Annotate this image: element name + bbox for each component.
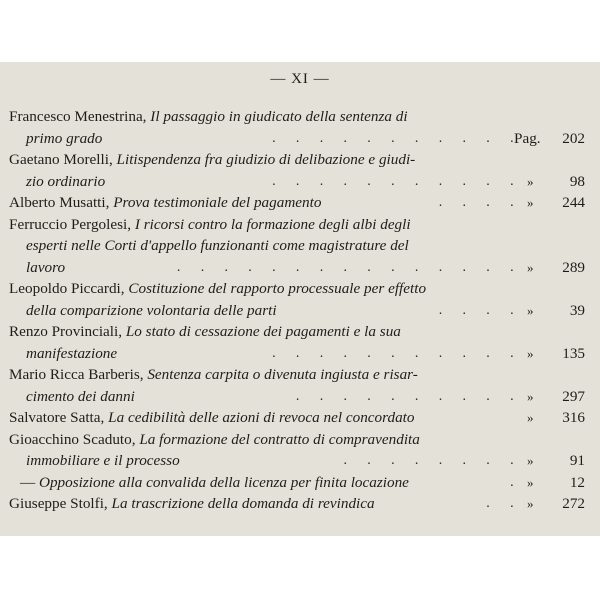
toc-title: Il passaggio in giudicato della sentenza di <box>150 108 408 125</box>
toc-entry-continuation-line <box>0 235 600 257</box>
toc-entry <box>0 214 600 279</box>
toc-entry-first-line <box>0 192 600 214</box>
toc-page-number: 91 <box>569 452 585 469</box>
toc-leader-dots: . . . . . . . . . . . <box>272 173 522 189</box>
toc-page-prefix: » <box>527 496 534 511</box>
toc-entry <box>0 192 600 214</box>
toc-title: Opposizione alla convalida della licenza per finita locazione <box>38 473 409 491</box>
toc-entry <box>0 106 600 149</box>
toc-entry <box>0 149 600 192</box>
toc-entry-continuation-line <box>0 128 600 150</box>
toc-page-prefix: » <box>527 410 534 425</box>
toc-author: Alberto Musatti, <box>9 194 110 211</box>
toc-title: immobiliare e il processo <box>26 452 180 469</box>
toc-author: Renzo Provinciali, <box>9 323 123 340</box>
toc-title: zio ordinario <box>26 172 106 190</box>
toc-page-prefix: » <box>527 259 534 275</box>
toc-author: Ferruccio Pergolesi, <box>9 215 132 233</box>
toc-author: Gaetano Morelli, <box>9 151 113 168</box>
toc-title: Prova testimoniale del pagamento <box>113 194 322 211</box>
toc-entry-continuation-line <box>0 450 600 472</box>
toc-title: La formazione del contratto di compravendita <box>139 430 420 448</box>
toc-entry-first-line <box>0 149 600 171</box>
toc-entry-continuation-line <box>0 300 600 322</box>
toc-entry-first-line <box>0 106 600 128</box>
toc-entry-first-line <box>0 472 600 494</box>
table-of-contents <box>0 106 600 515</box>
toc-page-number: 12 <box>569 473 585 491</box>
toc-entry <box>0 429 600 472</box>
toc-entry <box>0 321 600 364</box>
book-page <box>0 62 600 536</box>
toc-entry-first-line <box>0 364 600 386</box>
toc-title: cimento dei danni <box>26 387 135 405</box>
toc-leader-dots: . . . . . . . . . . . . . . . <box>176 259 522 275</box>
toc-page-prefix: » <box>527 302 534 318</box>
toc-entry-continuation-line <box>0 343 600 365</box>
page-header-roman-numeral: — XI — <box>270 71 330 87</box>
toc-title: La cedibilità delle azioni di revoca nel concordato <box>108 409 415 426</box>
toc-title: primo grado <box>26 129 103 147</box>
toc-author: — <box>20 473 36 491</box>
toc-page-number: 39 <box>569 301 585 319</box>
toc-title: della comparizione volontaria delle parti <box>26 301 277 319</box>
toc-entry-continuation-line <box>0 257 600 279</box>
toc-title: La trascrizione della domanda di revindica <box>111 495 375 512</box>
toc-page-number: 244 <box>562 194 585 211</box>
toc-page-number: 202 <box>562 129 585 147</box>
toc-entry-first-line <box>0 278 600 300</box>
toc-title: manifestazione <box>26 344 118 362</box>
toc-page-prefix: » <box>527 474 534 490</box>
toc-title: lavoro <box>26 258 66 276</box>
toc-entry <box>0 278 600 321</box>
toc-page-number: 98 <box>569 172 585 190</box>
toc-page-prefix: » <box>527 453 534 468</box>
toc-page-prefix: » <box>527 388 534 404</box>
toc-leader-dots: . . . . . . . . <box>343 453 522 468</box>
toc-author: Leopoldo Piccardi, <box>9 280 125 297</box>
toc-page-prefix: Pag. <box>514 129 541 147</box>
toc-entry-first-line <box>0 321 600 343</box>
toc-entry <box>0 472 600 494</box>
toc-page-number: 297 <box>562 387 585 405</box>
toc-author: Gioacchino Scaduto, <box>9 430 136 448</box>
toc-title: esperti nelle Corti d'appello funzionanti come magistrature del <box>26 237 409 254</box>
toc-author: Salvatore Satta, <box>9 409 105 426</box>
toc-entry <box>0 493 600 515</box>
toc-title: Costituzione del rapporto processuale per effetto <box>128 280 427 297</box>
toc-page-number: 289 <box>562 258 585 276</box>
toc-author: Mario Ricca Barberis, <box>9 366 144 383</box>
toc-entry-first-line <box>0 214 600 236</box>
toc-leader-dots: . . . . <box>438 302 522 318</box>
toc-title: Sentenza carpita o divenuta ingiusta e risar- <box>147 366 418 383</box>
toc-title: Lo stato di cessazione dei pagamenti e la sua <box>125 323 401 340</box>
toc-entry <box>0 407 600 429</box>
toc-page-number: 272 <box>562 495 585 512</box>
toc-leader-dots: . . . . . . . . . . <box>295 388 522 404</box>
toc-leader-dots: . . . . . . . . . . . <box>272 345 522 361</box>
toc-entry-continuation-line <box>0 171 600 193</box>
toc-title: I ricorsi contro la formazione degli albi degli <box>134 215 411 233</box>
toc-leader-dots: . . <box>486 496 522 511</box>
toc-page-prefix: » <box>527 345 534 361</box>
toc-title: Litispendenza fra giudizio di delibazione e giudi- <box>116 151 416 168</box>
toc-author: Francesco Menestrina, <box>9 108 147 125</box>
toc-leader-dots: . . . . <box>438 195 522 210</box>
toc-page-number: 316 <box>562 409 585 426</box>
toc-entry-continuation-line <box>0 386 600 408</box>
toc-entry <box>0 364 600 407</box>
toc-page-number: 135 <box>562 344 585 362</box>
toc-leader-dots: . . . . . . . . . . . <box>272 130 522 146</box>
toc-leader-dots: . <box>510 474 522 490</box>
toc-author: Giuseppe Stolfi, <box>9 495 108 512</box>
toc-entry-first-line <box>0 429 600 451</box>
toc-page-prefix: » <box>527 195 534 210</box>
toc-page-prefix: » <box>527 173 534 189</box>
toc-entry-first-line <box>0 493 600 515</box>
toc-entry-first-line <box>0 407 600 429</box>
